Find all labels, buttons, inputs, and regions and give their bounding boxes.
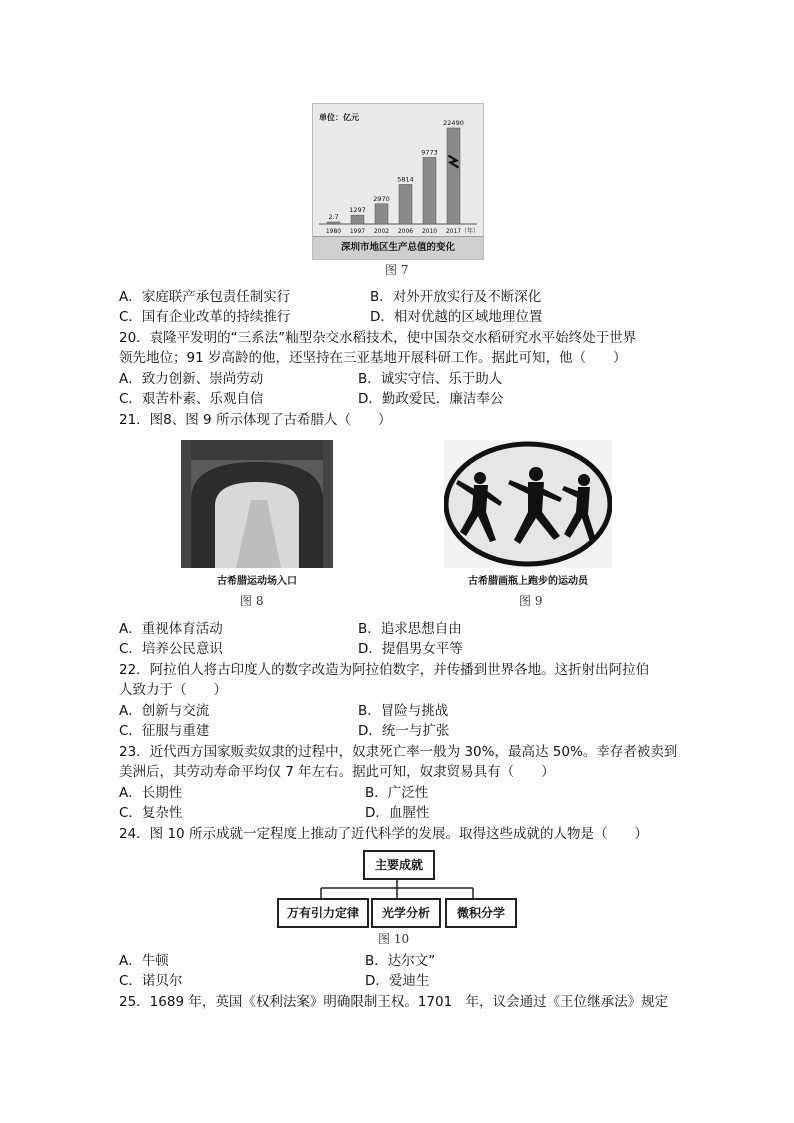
figure-7-chart xyxy=(312,103,484,260)
chart-title-footer: 深圳市地区生产总值的变化 xyxy=(313,236,483,259)
q22-stem-line-1: 22．阿拉伯人将古印度人的数字改造为阿拉伯数字，并传播到世界各地。这折射出阿拉伯 xyxy=(119,662,650,678)
q25-stem-line-1: 25．1689 年，英国《权利法案》明确限制王权。1701 年，议会通过《王位继承法》规定 xyxy=(119,994,669,1010)
vase-runners-image xyxy=(444,440,612,568)
chart-bar-1980 xyxy=(327,222,340,224)
q20-option-c[interactable]: C．艰苦朴素、乐观自信 xyxy=(119,391,264,407)
figure-8-photo xyxy=(181,440,333,590)
chart-x-unit-label: （年） xyxy=(460,228,480,235)
chart-value-label-2006: 5814 xyxy=(397,175,414,184)
chart-tick-label-2010: 2010 xyxy=(421,228,438,235)
chart-plot xyxy=(313,104,483,237)
chart-tick-label-1980: 1980 xyxy=(325,228,342,235)
figure-10-label: 图 10 xyxy=(378,932,410,946)
q24-option-b[interactable]: B．达尔文” xyxy=(365,953,436,969)
q21-stem: 21．图8、图 9 所示体现了古希腊人（ ） xyxy=(119,412,392,428)
chart-unit-label: 单位：亿元 xyxy=(319,113,359,122)
chart-value-label-2002: 2970 xyxy=(373,194,390,203)
chart-value-label-1997: 1297 xyxy=(349,206,366,215)
diagram-child-optics: 光学分析 xyxy=(371,898,441,928)
chart-value-label-2017: 22490 xyxy=(443,119,464,127)
q19-option-c[interactable]: C．国有企业改革的持续推行 xyxy=(119,309,291,325)
q24-option-d[interactable]: D．爱迪生 xyxy=(365,973,430,989)
q23-option-d[interactable]: D．血腥性 xyxy=(365,805,430,821)
q20-stem-line-2: 领先地位；91 岁高龄的他，还坚持在三亚基地开展科研工作。据此可知，他（ ） xyxy=(119,350,627,366)
figure-7-caption: 图 7 xyxy=(385,263,409,277)
q23-option-a[interactable]: A．长期性 xyxy=(119,785,183,801)
q22-option-c[interactable]: C．征服与重建 xyxy=(119,723,210,739)
q19-option-a[interactable]: A．家庭联产承包责任制实行 xyxy=(119,289,291,305)
diagram-child-calculus: 微积分学 xyxy=(445,898,517,928)
q21-option-d[interactable]: D．提倡男女平等 xyxy=(358,641,463,657)
q23-stem-line-2: 美洲后，其劳动寿命平均仅 7 年左右。据此可知，奴隶贸易具有（ ） xyxy=(119,764,555,780)
chart-bar-2010 xyxy=(423,157,436,224)
q22-option-d[interactable]: D．统一与扩张 xyxy=(358,723,450,739)
chart-tick-label-2006: 2006 xyxy=(397,228,414,235)
q22-option-b[interactable]: B．冒险与挑战 xyxy=(358,703,449,719)
chart-bar-1997 xyxy=(351,215,364,224)
q21-option-a[interactable]: A．重视体育活动 xyxy=(119,621,223,637)
chart-bar-2006 xyxy=(399,184,412,224)
q19-option-b[interactable]: B．对外开放实行及不断深化 xyxy=(370,289,542,305)
figure-9-caption: 古希腊画瓶上跑步的运动员 xyxy=(468,576,588,587)
q20-option-a[interactable]: A．致力创新、崇尚劳动 xyxy=(119,371,264,387)
q19-option-d[interactable]: D．相对优越的区域地理位置 xyxy=(370,309,543,325)
diagram-child-gravitation: 万有引力定律 xyxy=(277,898,369,928)
chart-tick-label-1997: 1997 xyxy=(349,228,366,235)
stadium-entrance-image xyxy=(181,440,333,568)
q23-stem-line-1: 23．近代西方国家贩卖奴隶的过程中，奴隶死亡率一般为 30%，最高达 50%。幸存者被卖到 xyxy=(119,744,678,760)
q20-option-b[interactable]: B．诚实守信、乐于助人 xyxy=(358,371,503,387)
q24-stem: 24．图 10 所示成就一定程度上推动了近代科学的发展。取得这些成就的人物是（ ） xyxy=(119,826,648,842)
chart-value-label-1980: 2.7 xyxy=(328,213,339,221)
chart-value-label-2010: 9773 xyxy=(421,148,438,157)
q24-option-a[interactable]: A．牛顿 xyxy=(119,953,169,969)
diagram-root-box: 主要成就 xyxy=(363,850,435,880)
figure-8-label: 图 8 xyxy=(240,594,264,608)
q21-option-c[interactable]: C．培养公民意识 xyxy=(119,641,223,657)
chart-tick-label-2002: 2002 xyxy=(373,228,390,235)
figure-9-photo xyxy=(444,440,612,590)
q20-option-d[interactable]: D．勤政爱民．廉洁奉公 xyxy=(358,391,504,407)
q22-stem-line-2: 人致力于（ ） xyxy=(119,682,227,698)
q20-stem-line-1: 20．袁隆平发明的“三系法”籼型杂交水稻技术，使中国杂交水稻研究水平始终处于世界 xyxy=(119,330,637,346)
q23-option-b[interactable]: B．广泛性 xyxy=(365,785,429,801)
chart-bar-2017 xyxy=(447,128,460,224)
q22-option-a[interactable]: A．创新与交流 xyxy=(119,703,210,719)
q21-option-b[interactable]: B．追求思想自由 xyxy=(358,621,462,637)
figure-9-label: 图 9 xyxy=(519,594,543,608)
q23-option-c[interactable]: C．复杂性 xyxy=(119,805,183,821)
chart-tick-label-2017: 2017 xyxy=(445,228,462,235)
chart-bar-2002 xyxy=(375,204,388,224)
q24-option-c[interactable]: C．诺贝尔 xyxy=(119,973,183,989)
figure-8-caption: 古希腊运动场入口 xyxy=(217,576,297,587)
